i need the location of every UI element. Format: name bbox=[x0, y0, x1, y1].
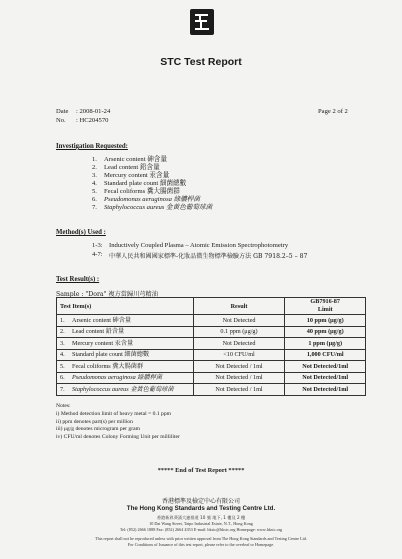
date-value: : 2008-01-24 bbox=[76, 108, 111, 115]
test-item-cell bbox=[57, 315, 194, 327]
result-cell: Not Detected / 1ml bbox=[193, 361, 285, 373]
footer-disclaimer-1: This report shall not be reproduced unless with prior written approval from The Hong Kong Standards and Testing Centre Ltd. bbox=[95, 536, 307, 541]
test-item-number: 4. bbox=[60, 351, 65, 359]
col-limit-line1: GB7916-87 bbox=[310, 298, 340, 305]
report-number-value: : HC204570 bbox=[76, 117, 109, 124]
test-item-cell bbox=[57, 372, 194, 384]
stc-logo-icon bbox=[190, 9, 214, 35]
footer-company-zh: 香港標準及檢定中心有限公司 bbox=[161, 498, 240, 505]
method-range-2: 4-7: bbox=[92, 251, 103, 258]
sample-name: Sample : "Dora" 複方當歸川芎精油 bbox=[56, 291, 158, 298]
investigation-item-number: 6. bbox=[92, 196, 97, 203]
test-item-name: Arsenic content 砷含量 bbox=[72, 316, 132, 324]
limit-cell: Not Detected/1ml bbox=[285, 384, 366, 396]
notes-heading: Notes: bbox=[56, 403, 71, 409]
investigation-item bbox=[92, 204, 212, 212]
test-item-number: 6. bbox=[60, 374, 65, 382]
results-body bbox=[57, 315, 366, 396]
test-item-name: Lead content 鉛含量 bbox=[72, 328, 125, 336]
test-item-name: Pseudomonas aeruginosa 綠膿桿菌 bbox=[72, 374, 163, 382]
investigation-item bbox=[92, 172, 212, 180]
investigation-item-number: 2. bbox=[92, 164, 97, 171]
result-cell: <10 CFU/ml bbox=[193, 349, 285, 361]
test-item-number: 7. bbox=[60, 385, 65, 393]
note-item: iv) CFU/ml denotes Colony Forming Unit per milliliter bbox=[56, 433, 180, 440]
result-cell: Not Detected / 1ml bbox=[193, 384, 285, 396]
note-item: ii) ppm denotes part(s) per million bbox=[56, 418, 133, 425]
table-row bbox=[57, 315, 366, 327]
results-heading: Test Result(s) : bbox=[56, 276, 100, 283]
investigation-item-text: Standard plate count 細菌總數 bbox=[104, 180, 187, 187]
page-indicator: Page 2 of 2 bbox=[318, 108, 348, 115]
investigation-item-text: Arsenic content 砷含量 bbox=[104, 156, 167, 163]
investigation-item bbox=[92, 196, 212, 204]
investigation-item bbox=[92, 180, 212, 188]
test-item-name: Mercury content 汞含量 bbox=[72, 339, 134, 347]
investigation-item bbox=[92, 164, 212, 172]
limit-cell: 40 ppm (μg/g) bbox=[285, 326, 366, 338]
report-title: STC Test Report bbox=[160, 56, 242, 68]
investigation-item-number: 7. bbox=[92, 204, 97, 211]
table-row bbox=[57, 326, 366, 338]
col-test-items: Test Item(s) bbox=[57, 298, 194, 315]
footer-company-en: The Hong Kong Standards and Testing Centre Ltd. bbox=[126, 505, 276, 512]
limit-cell: 10 ppm (μg/g) bbox=[285, 315, 366, 327]
table-row bbox=[57, 349, 366, 361]
test-item-cell bbox=[57, 338, 194, 350]
note-item: iii) μg/g denotes microgram per gram bbox=[56, 426, 140, 433]
notes-list bbox=[56, 411, 180, 441]
col-result: Result bbox=[193, 298, 285, 315]
methods-heading: Method(s) Used : bbox=[56, 229, 106, 236]
test-item-cell bbox=[57, 349, 194, 361]
date-label: Date bbox=[56, 108, 69, 115]
investigation-item-text: Mercury content 汞含量 bbox=[104, 172, 170, 179]
investigation-heading: Investigation Requested: bbox=[56, 143, 128, 150]
test-item-name: Staphylococcus aureus 金黃色葡萄球菌 bbox=[72, 385, 174, 393]
investigation-item-text: Fecal coliforms 糞大腸菌群 bbox=[104, 188, 180, 195]
test-item-cell bbox=[57, 361, 194, 373]
table-row bbox=[57, 372, 366, 384]
table-row bbox=[57, 384, 366, 396]
investigation-item-text: Staphylococcus aureus 金黃色葡萄球菌 bbox=[104, 204, 213, 211]
table-row bbox=[57, 361, 366, 373]
test-item-number: 5. bbox=[60, 362, 65, 370]
footer-address-zh: 香港新界葵涌大連排道 10 號 地下, 1 樓及 2 樓 bbox=[156, 515, 246, 520]
result-cell: 0.1 ppm (μg/g) bbox=[193, 326, 285, 338]
investigation-item-text: Pseudomonas aeruginosa 綠膿桿菌 bbox=[104, 196, 200, 203]
test-item-number: 1. bbox=[60, 316, 65, 324]
investigation-item-number: 4. bbox=[92, 180, 97, 187]
investigation-list bbox=[92, 156, 212, 212]
table-row bbox=[57, 338, 366, 350]
investigation-item-text: Lead content 鉛含量 bbox=[104, 164, 160, 171]
test-item-name: Fecal coliforms 糞大腸菌群 bbox=[72, 362, 144, 370]
results-header-row bbox=[57, 298, 366, 315]
result-cell: Not Detected / 1ml bbox=[193, 372, 285, 384]
test-item-cell bbox=[57, 326, 194, 338]
limit-cell: Not Detected/1ml bbox=[285, 372, 366, 384]
col-limit-line2: Limit bbox=[317, 306, 333, 313]
method-range-1: 1-3: bbox=[92, 242, 103, 249]
footer-disclaimer-2: For Conditions of Issuance of this test report, please refer to the overleaf or Homepage. bbox=[127, 542, 275, 547]
limit-cell: 1 ppm (μg/g) bbox=[285, 338, 366, 350]
test-item-name: Standard plate count 細菌總數 bbox=[72, 351, 150, 359]
limit-cell: 1,000 CFU/ml bbox=[285, 349, 366, 361]
end-of-report: ***** End of Test Report ***** bbox=[157, 467, 245, 474]
footer-contact: Tel: (852) 2666 1888 Fax: (852) 2664 4353 E-mail: hkstc@hkstc.org Homepage: www.hkstc.org bbox=[119, 527, 283, 532]
test-item-cell bbox=[57, 384, 194, 396]
report-number-label: No. bbox=[56, 117, 66, 124]
investigation-item-number: 5. bbox=[92, 188, 97, 195]
method-text-2: 中華人民共和國國家標準-化妝品微生物標準檢驗方法 GB 7918.2–5 – 87 bbox=[109, 253, 308, 260]
col-limit bbox=[285, 298, 366, 315]
investigation-item-number: 1. bbox=[92, 156, 97, 163]
test-item-number: 2. bbox=[60, 328, 65, 336]
footer-address-en: 10 Dai Wang Street, Taipo Industrial Estate, N.T., Hong Kong bbox=[149, 521, 253, 526]
investigation-item bbox=[92, 156, 212, 164]
result-cell: Not Detected bbox=[193, 338, 285, 350]
test-item-number: 3. bbox=[60, 339, 65, 347]
result-cell: Not Detected bbox=[193, 315, 285, 327]
note-item: i) Method detection limit of heavy metal = 0.1 ppm bbox=[56, 411, 172, 417]
investigation-item bbox=[92, 188, 212, 196]
method-text-1: Inductively Coupled Plasma – Atomic Emission Spectrophotometry bbox=[109, 242, 289, 249]
investigation-item-number: 3. bbox=[92, 172, 97, 179]
limit-cell: Not Detected/1ml bbox=[285, 361, 366, 373]
results-table bbox=[56, 297, 366, 396]
